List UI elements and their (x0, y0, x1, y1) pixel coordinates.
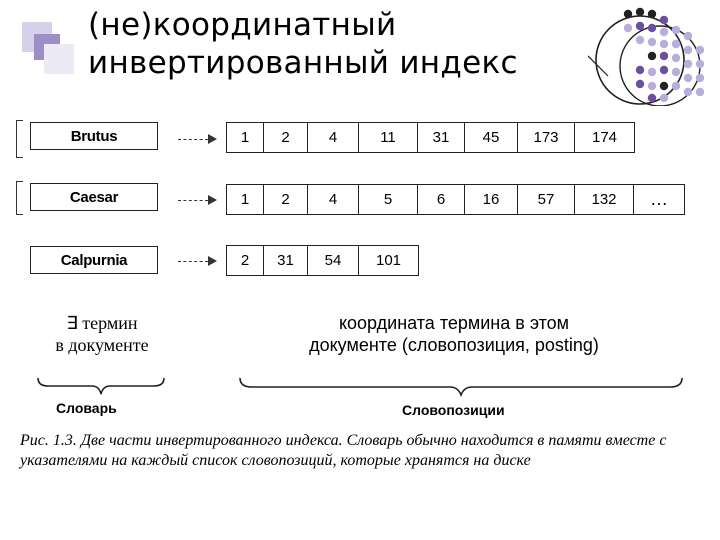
label-postings: Словопозиции (402, 402, 505, 418)
decor-dot (684, 88, 692, 96)
decor-dot (624, 24, 632, 32)
figure-caption: Рис. 1.3. Две части инвертированного индекса. Словарь обычно находится в памяти вместе с указателями на каждый список словопозиций, которые хранятся на диске (20, 432, 667, 469)
bracket-left (16, 120, 23, 158)
decor-dot (636, 22, 644, 30)
posting-cell: 1 (227, 123, 264, 152)
decor-dot (672, 82, 680, 90)
decor-dot (672, 26, 680, 34)
posting-cell: 132 (575, 185, 634, 214)
decor-dot (696, 74, 704, 82)
decor-dot (648, 38, 656, 46)
pointer-arrow-line (178, 200, 208, 201)
dictionary-term-calpurnia: Calpurnia (30, 246, 158, 274)
posting-cell: 16 (465, 185, 518, 214)
posting-cell-ellipsis: … (650, 189, 668, 209)
posting-cell: 6 (418, 185, 465, 214)
pointer-arrow-head (208, 195, 217, 205)
pointer-arrow-head (208, 134, 217, 144)
posting-cell: 2 (264, 123, 308, 152)
decor-dot (660, 28, 668, 36)
dictionary-term-caesar: Caesar (30, 183, 158, 211)
posting-cell: 2 (264, 185, 308, 214)
label-dictionary: Словарь (56, 400, 117, 416)
posting-cell: 5 (359, 185, 418, 214)
posting-cell: 11 (359, 123, 418, 152)
posting-cell: 101 (375, 252, 402, 269)
decor-dot (684, 46, 692, 54)
decor-dot (648, 10, 656, 18)
decor-dot (684, 32, 692, 40)
decor-dot-circle (588, 6, 714, 106)
pointer-arrow-line (178, 139, 208, 140)
posting-cell: 2 (227, 246, 264, 275)
note-right-line-2: документе (словопозиция, posting) (309, 335, 599, 355)
decor-dot (648, 24, 656, 32)
pointer-arrow-head (208, 256, 217, 266)
dictionary-term-brutus: Brutus (30, 122, 158, 150)
postings-list-caesar (226, 184, 685, 215)
note-left-line-2: в документе (55, 335, 149, 355)
decor-dot (624, 10, 632, 18)
postings-list-brutus (226, 122, 635, 153)
note-term-coordinate (244, 312, 664, 356)
decor-dot (672, 40, 680, 48)
posting-cell: 4 (308, 123, 359, 152)
postings-list-calpurnia (226, 245, 419, 276)
decor-dot (648, 52, 656, 60)
posting-cell: 45 (465, 123, 518, 152)
slide-title (88, 6, 518, 82)
posting-cell: 31 (418, 123, 465, 152)
posting-cell: 31 (264, 246, 308, 275)
decor-dot (660, 52, 668, 60)
decor-dot (672, 68, 680, 76)
decor-dot (696, 46, 704, 54)
decor-dot (648, 82, 656, 90)
decor-dot (684, 60, 692, 68)
decor-dot (636, 8, 644, 16)
decor-dot (660, 82, 668, 90)
pointer-arrow-line (178, 261, 208, 262)
note-left-line-1: ∃ термин (66, 313, 138, 333)
decor-dot (660, 40, 668, 48)
posting-cell: 173 (518, 123, 575, 152)
posting-cell: 4 (308, 185, 359, 214)
decor-dot (660, 94, 668, 102)
note-right-line-1: координата термина в этом (338, 313, 570, 333)
decor-dot (636, 80, 644, 88)
decor-dot (636, 66, 644, 74)
brace-dictionary (36, 376, 166, 396)
posting-cell: 57 (518, 185, 575, 214)
title-line-1: (не)координатный (88, 7, 397, 43)
decor-dot (660, 66, 668, 74)
brace-postings (238, 376, 684, 398)
title-line-2: инвертированный индекс (88, 45, 518, 81)
decor-dot (660, 16, 668, 24)
posting-cell: 1 (227, 185, 264, 214)
decor-square-front (44, 44, 74, 74)
decor-dot (636, 36, 644, 44)
decor-dot (696, 88, 704, 96)
bracket-left (16, 181, 23, 215)
decor-dot (648, 94, 656, 102)
decor-dot (672, 54, 680, 62)
decor-dot (684, 74, 692, 82)
posting-cell: 54 (308, 246, 359, 275)
decor-dot (696, 60, 704, 68)
posting-cell: 174 (591, 129, 618, 146)
decor-dot (648, 68, 656, 76)
note-term-exists (22, 312, 182, 356)
